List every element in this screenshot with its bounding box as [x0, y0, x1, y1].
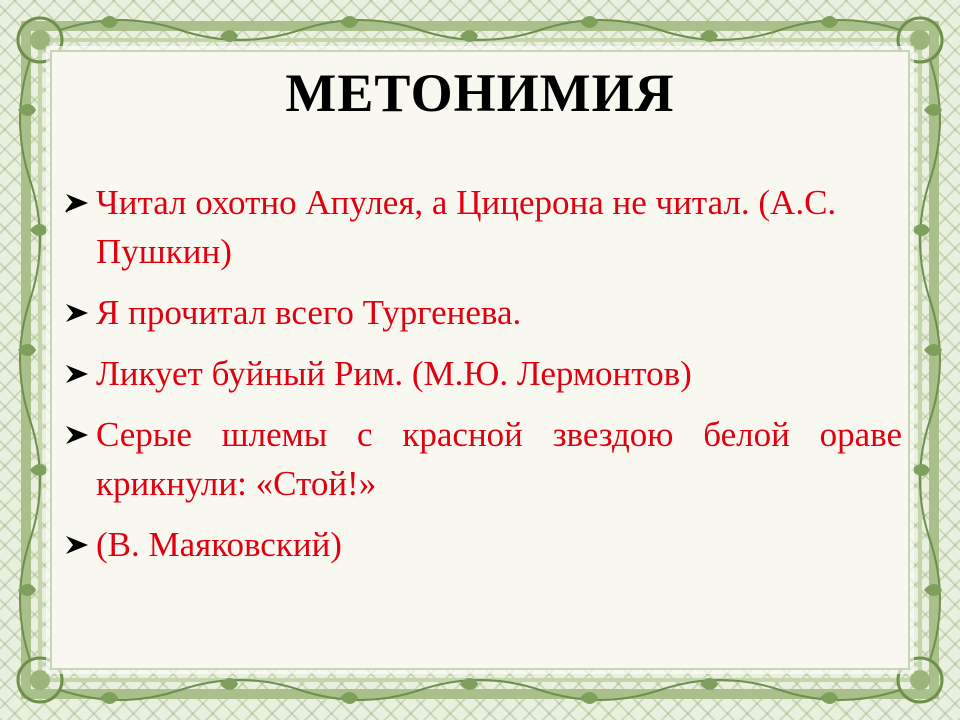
list-item [60, 520, 902, 569]
arrowhead-bullet-icon [64, 424, 90, 446]
list-item-text: (В. Маяковский) [96, 525, 342, 564]
bullet-list [60, 178, 902, 581]
arrowhead-bullet-icon [64, 302, 90, 324]
arrowhead-bullet-icon [64, 363, 90, 385]
slide-title: МЕТОНИМИЯ [285, 63, 675, 123]
list-item-text: Читал охотно Апулея, а Цицерона не читал. (А.С. Пушкин) [96, 183, 837, 271]
list-item [60, 178, 902, 276]
list-item-text: Я прочитал всего Тургенева. [96, 293, 522, 332]
list-item [60, 288, 902, 337]
list-item [60, 410, 902, 508]
arrowhead-bullet-icon [64, 192, 90, 214]
list-item [60, 349, 902, 398]
list-item-text: Серые шлемы с красной звездою белой ораве крикнули: «Стой!» [96, 415, 902, 503]
list-item-text: Ликует буйный Рим. (М.Ю. Лермонтов) [96, 354, 692, 393]
arrowhead-bullet-icon [64, 534, 90, 556]
